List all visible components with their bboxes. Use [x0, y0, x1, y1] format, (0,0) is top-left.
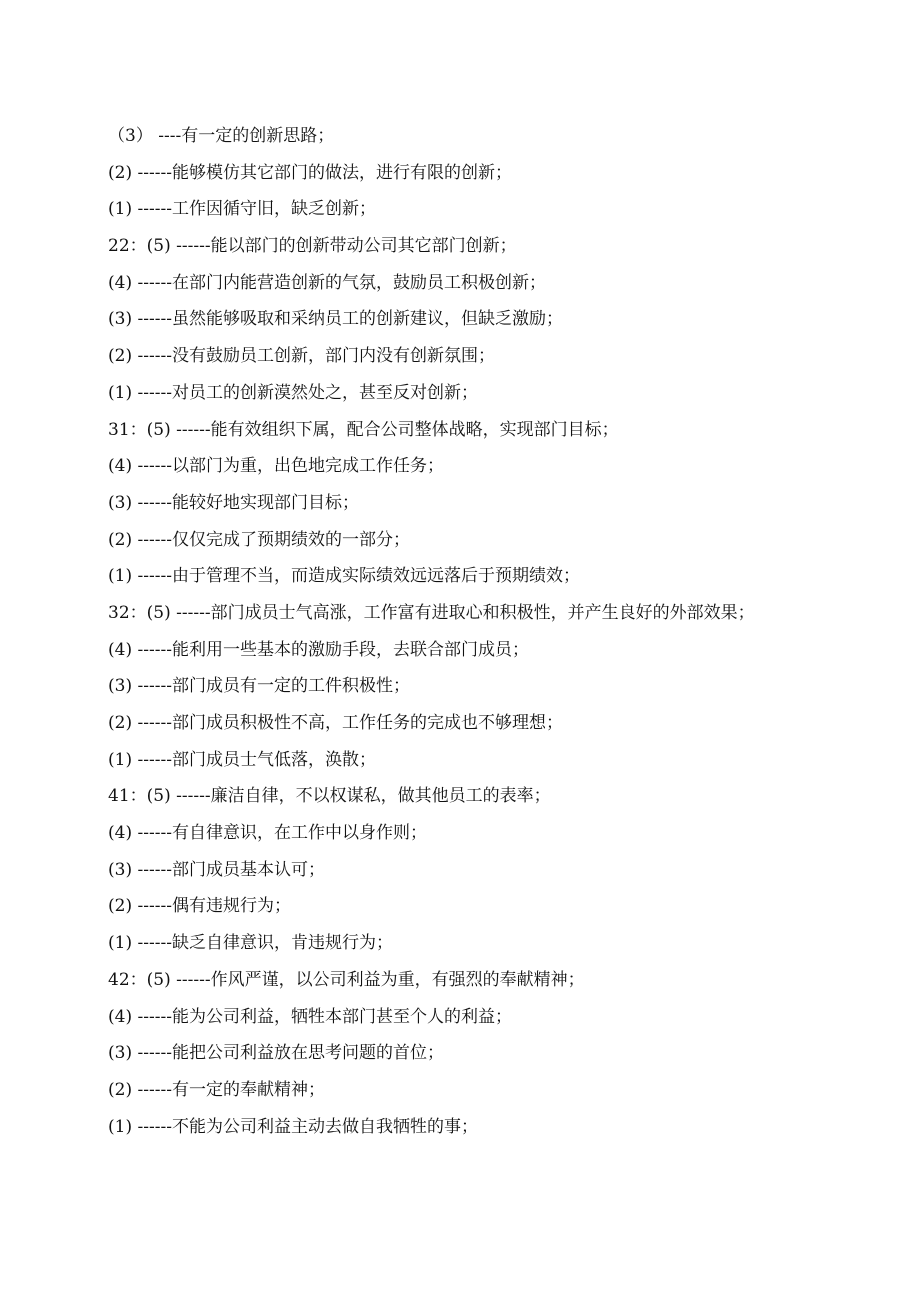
text-line: (4) ------能为公司利益，牺牲本部门甚至个人的利益；	[108, 1006, 512, 1027]
text-line: (4) ------在部门内能营造创新的气氛，鼓励员工积极创新；	[108, 272, 546, 293]
text-line: (1) ------对员工的创新漠然处之，甚至反对创新；	[108, 382, 478, 403]
text-line: (3) ------能较好地实现部门目标；	[108, 492, 359, 513]
text-line: (1) ------由于管理不当，而造成实际绩效远远落后于预期绩效；	[108, 566, 580, 587]
text-line: 31：(5) ------能有效组织下属，配合公司整体战略，实现部门目标；	[108, 419, 619, 440]
text-line: (2) ------偶有违规行为；	[108, 896, 291, 917]
text-line: (2) ------部门成员积极性不高，工作任务的完成也不够理想；	[108, 713, 563, 734]
text-line: 22：(5) ------能以部门的创新带动公司其它部门创新；	[108, 236, 517, 257]
text-line: （3） ----有一定的创新思路；	[108, 126, 335, 146]
text-line: (3) ------能把公司利益放在思考问题的首位；	[108, 1043, 444, 1064]
text-line: 42：(5) ------作风严谨，以公司利益为重，有强烈的奉献精神；	[108, 969, 585, 990]
text-line: (3) ------部门成员基本认可；	[108, 859, 325, 880]
text-line: (3) ------虽然能够吸取和采纳员工的创新建议，但缺乏激励；	[108, 309, 563, 330]
text-line: (2) ------仅仅完成了预期绩效的一部分；	[108, 529, 410, 550]
text-line: (4) ------能利用一些基本的激励手段，去联合部门成员；	[108, 639, 529, 660]
text-line: (1) ------缺乏自律意识，肯违规行为；	[108, 933, 393, 954]
text-line: (1) ------部门成员士气低落，涣散；	[108, 749, 376, 770]
text-line: (4) ------有自律意识，在工作中以身作则；	[108, 823, 427, 844]
text-line: 41：(5) ------廉洁自律，不以权谋私，做其他员工的表率；	[108, 786, 551, 807]
text-line: (1) ------不能为公司利益主动去做自我牺牲的事；	[108, 1116, 478, 1137]
text-line: (4) ------以部门为重，出色地完成工作任务；	[108, 456, 444, 477]
text-line: (2) ------有一定的奉献精神；	[108, 1079, 325, 1100]
text-line: (3) ------部门成员有一定的工件积极性；	[108, 676, 410, 697]
text-line: (2) ------没有鼓励员工创新，部门内没有创新氛围；	[108, 346, 495, 367]
text-line-wrapped: 32：(5) ------部门成员士气高涨，工作富有进取心和积极性，并产生良好的外部效果；	[108, 602, 755, 623]
text-line: (1) ------工作因循守旧，缺乏创新；	[108, 199, 376, 220]
text-line: (2) ------能够模仿其它部门的做法，进行有限的创新；	[108, 162, 512, 183]
document-body	[108, 118, 768, 1145]
